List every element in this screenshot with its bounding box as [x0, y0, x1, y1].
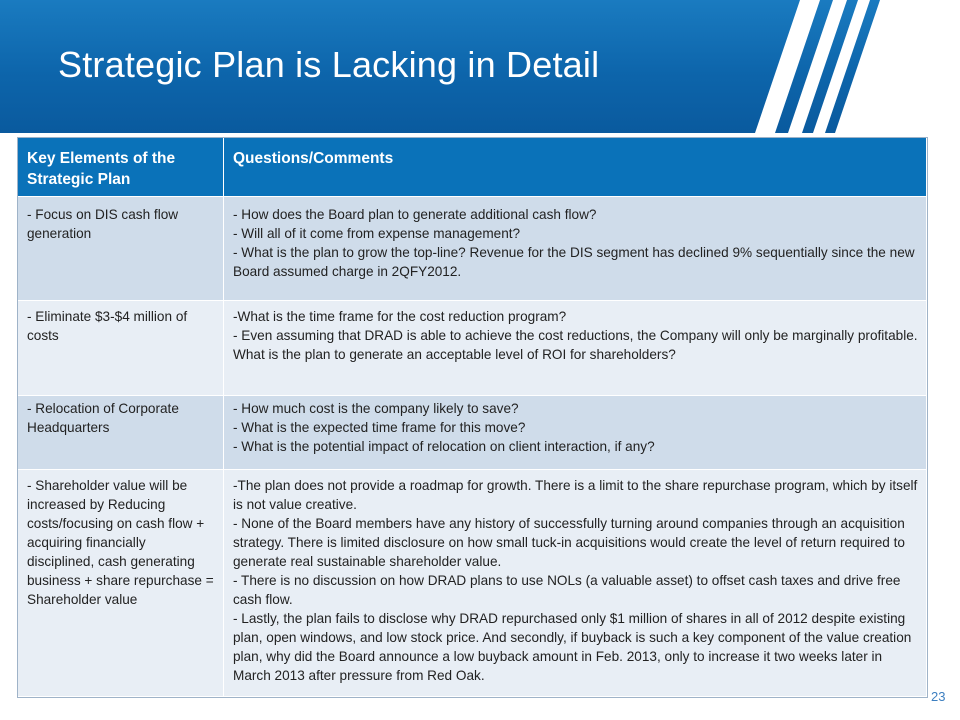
comment-line: - Will all of it come from expense management? [233, 225, 521, 241]
comment-line: - Lastly, the plan fails to disclose why DRAD repurchased only $1 million of shares in all of 2012 despite existing plan, open windows, and low stock price. And secondly, if buyback is such a key component of the value creation plan, why did the Board announce a low buyback amount in Feb. 2013, only to increase it two weeks later in March 2013 after pressure from Red Oak. [233, 610, 912, 683]
table-row [18, 196, 927, 300]
comment-line: - There is no discussion on how DRAD plans to use NOLs (a valuable asset) to offset cash taxes and drive free cash flow. [233, 572, 901, 607]
comment-line: - How does the Board plan to generate additional cash flow? [233, 206, 597, 222]
table-row [18, 300, 927, 395]
element-cell: - Shareholder value will be increased by Reducing costs/focusing on cash flow + acquiring financially disciplined, cash generating business + share repurchase = Shareholder value [18, 469, 224, 697]
element-cell: - Focus on DIS cash flow generation [18, 196, 224, 300]
comment-line: - What is the plan to grow the top-line? Revenue for the DIS segment has declined 9% sequentially since the new Board assumed charge in 2QFY2012. [233, 244, 915, 279]
stripe-1 [755, 0, 820, 133]
table-row [18, 395, 927, 469]
table-header-row [18, 138, 927, 196]
comment-line: - None of the Board members have any history of successfully turning around companies through an acquisition strategy. There is limited disclosure on how small tuck-in acquisitions would create the level of return required to generate real sustainable shareholder value. [233, 515, 905, 569]
header-key-elements: Key Elements of the Strategic Plan [18, 138, 224, 196]
comments-cell [224, 300, 927, 395]
element-cell: - Relocation of Corporate Headquarters [18, 395, 224, 469]
comments-cell [224, 395, 927, 469]
comments-cell [224, 469, 927, 697]
comment-line: - Even assuming that DRAD is able to achieve the cost reductions, the Company will only be marginally profitable. What is the plan to generate an acceptable level of ROI for shareholders? [233, 327, 918, 362]
comments-cell [224, 196, 927, 300]
slide-title: Strategic Plan is Lacking in Detail [58, 44, 600, 85]
header-questions-comments: Questions/Comments [224, 138, 927, 196]
comment-line: -The plan does not provide a roadmap for growth. There is a limit to the share repurchase program, which by itself is not value creative. [233, 477, 918, 512]
comment-line: - What is the potential impact of relocation on client interaction, if any? [233, 438, 655, 454]
page-number: 23 [931, 689, 946, 704]
comment-line: - How much cost is the company likely to save? [233, 400, 519, 416]
table-row [18, 469, 927, 697]
title-banner [0, 0, 960, 133]
element-cell: - Eliminate $3-$4 million of costs [18, 300, 224, 395]
comment-line: -What is the time frame for the cost reduction program? [233, 308, 567, 324]
table [18, 138, 927, 697]
comment-line: - What is the expected time frame for this move? [233, 419, 526, 435]
strategic-plan-table [17, 137, 928, 698]
